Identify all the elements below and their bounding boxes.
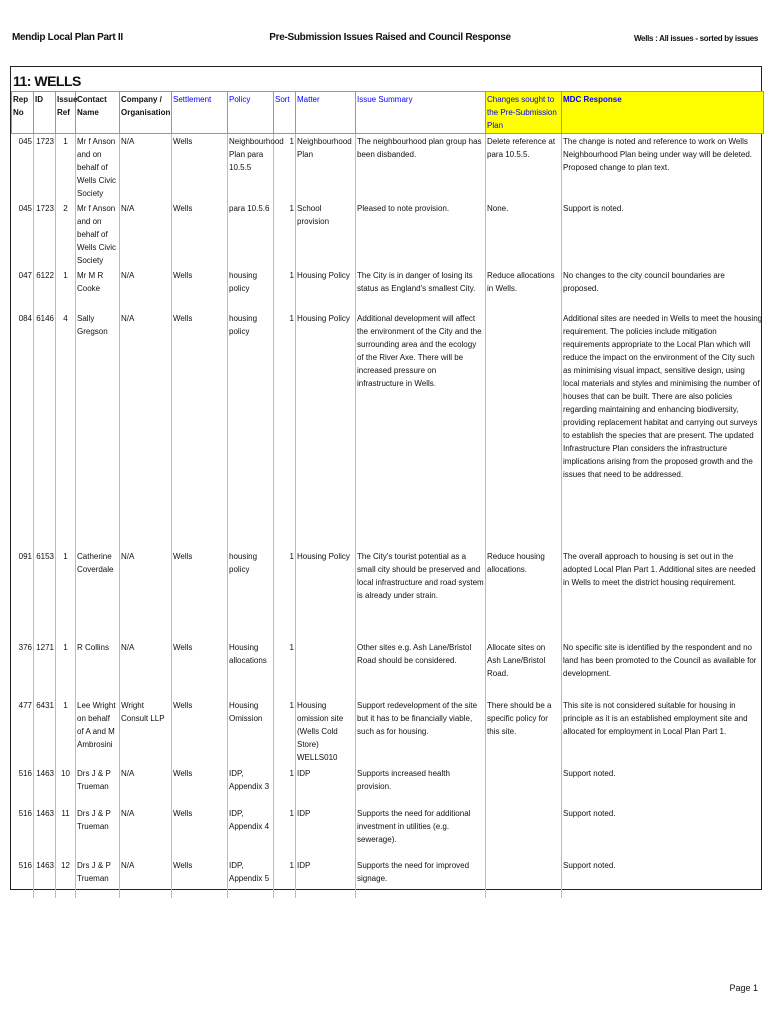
col-issue-summary: Issue Summary (356, 92, 486, 134)
table-row (12, 549, 764, 640)
table-row (12, 858, 764, 898)
cell-policy: Housing Omission (228, 698, 274, 766)
table-row (12, 268, 764, 311)
cell-changes: Allocate sites on Ash Lane/Bristol Road. (486, 640, 562, 698)
cell-response: Support noted. (562, 766, 764, 806)
cell-rep: 516 (18, 861, 32, 870)
table-row (12, 134, 764, 202)
col-sort: Sort (274, 92, 296, 134)
table-row (12, 698, 764, 766)
table-row (12, 201, 764, 268)
cell-matter: IDP (296, 858, 356, 898)
cell-matter: School provision (296, 201, 356, 268)
cell-summary: Supports the need for improved signage. (356, 858, 486, 898)
table-row (12, 806, 764, 858)
cell-contact: Lee Wright on behalf of A and M Ambrosini (76, 698, 120, 766)
cell-company: N/A (120, 311, 172, 549)
page-number: Page 1 (729, 983, 758, 993)
cell-response: Support noted. (562, 858, 764, 898)
cell-summary: Other sites e.g. Ash Lane/Bristol Road should be considered. (356, 640, 486, 698)
cell-sort: 1 (274, 201, 296, 268)
cell-issue: 12 (56, 858, 76, 898)
table-row (12, 640, 764, 698)
cell-rep: 376 (18, 643, 32, 652)
filter-description: Wells : All issues - sorted by issues (633, 34, 758, 43)
cell-summary: The City's tourist potential as a small city should be preserved and local infrastructure and road system is already under strain. (356, 549, 486, 640)
cell-issue: 1 (56, 640, 76, 698)
cell-sort: 1 (274, 549, 296, 640)
cell-rep: 516 (18, 809, 32, 818)
cell-summary: The neighbourhood plan group has been disbanded. (356, 134, 486, 202)
cell-summary: Supports increased health provision. (356, 766, 486, 806)
cell-settlement: Wells (172, 311, 228, 549)
cell-response: No changes to the city council boundaries are proposed. (562, 268, 764, 311)
cell-matter: Housing Policy (296, 268, 356, 311)
cell-rep: 516 (18, 769, 32, 778)
section-title: 11: WELLS (13, 73, 81, 89)
cell-id: 1463 (34, 806, 56, 858)
cell-rep: 045 (18, 204, 32, 213)
table-row (12, 311, 764, 549)
cell-id: 6122 (34, 268, 56, 311)
cell-policy: IDP, Appendix 4 (228, 806, 274, 858)
cell-issue: 10 (56, 766, 76, 806)
cell-issue: 1 (56, 549, 76, 640)
cell-response: The change is noted and reference to work on Wells Neighbourhood Plan being under way will be deleted. Proposed change to plan text. (562, 134, 764, 202)
cell-company: N/A (120, 640, 172, 698)
cell-company: N/A (120, 806, 172, 858)
cell-sort: 1 (274, 311, 296, 549)
cell-sort: 1 (274, 698, 296, 766)
cell-response: Additional sites are needed in Wells to meet the housing requirement. The policies include mitigation requirements appropriate to the Local Plan which will reduce the impact on the environment of the City such as minimising visual impact, sensitive design, using local materials and styles and minimising the number of houses that can be built. There are also policies regarding maintaining and enhancing biodiversity, providing replacement habitat and carrying out surveys to establish the species that are present. The updated Infrastructure Plan considers the infrastructure implications arising from the proposed growth and the issues that need to be addressed. (562, 311, 764, 549)
cell-summary: Supports the need for additional investment in utilities (e.g. sewerage). (356, 806, 486, 858)
cell-changes (486, 766, 562, 806)
cell-contact: Drs J & P Trueman (76, 806, 120, 858)
cell-contact: Mr M R Cooke (76, 268, 120, 311)
cell-changes: There should be a specific policy for this site. (486, 698, 562, 766)
cell-policy: housing policy (228, 549, 274, 640)
cell-rep: 084 (18, 314, 32, 323)
cell-settlement: Wells (172, 134, 228, 202)
cell-contact: Drs J & P Trueman (76, 766, 120, 806)
cell-response: The overall approach to housing is set out in the adopted Local Plan Part 1. Additional sites are needed in Wells to meet the district housing requirement. (562, 549, 764, 640)
cell-policy: housing policy (228, 311, 274, 549)
col-id: ID (34, 92, 56, 134)
cell-changes (486, 858, 562, 898)
document-title: Mendip Local Plan Part II (12, 32, 123, 43)
cell-sort: 1 (274, 640, 296, 698)
col-changes-sought: Changes sought to the Pre-Submission Plan (486, 92, 562, 134)
issues-sheet (10, 66, 762, 890)
cell-response: No specific site is identified by the respondent and no land has been promoted to the Council as available for development. (562, 640, 764, 698)
cell-issue: 11 (56, 806, 76, 858)
col-mdc-response: MDC Response (562, 92, 764, 134)
cell-issue: 4 (56, 311, 76, 549)
cell-changes: None. (486, 201, 562, 268)
cell-sort: 1 (274, 766, 296, 806)
cell-id: 6153 (34, 549, 56, 640)
cell-summary: The City is in danger of losing its status as England's smallest City. (356, 268, 486, 311)
cell-changes (486, 806, 562, 858)
cell-contact: Sally Gregson (76, 311, 120, 549)
cell-company: N/A (120, 201, 172, 268)
cell-contact: R Collins (76, 640, 120, 698)
cell-matter: Housing omission site (Wells Cold Store) WELLS010 (296, 698, 356, 766)
cell-id: 1463 (34, 766, 56, 806)
cell-id: 1463 (34, 858, 56, 898)
cell-id: 1723 (34, 134, 56, 202)
cell-changes: Delete reference at para 10.5.5. (486, 134, 562, 202)
col-company: Company / Organisation (120, 92, 172, 134)
cell-contact: Catherine Coverdale (76, 549, 120, 640)
table-row (12, 766, 764, 806)
cell-matter: IDP (296, 766, 356, 806)
cell-id: 1271 (34, 640, 56, 698)
cell-company: Wright Consult LLP (120, 698, 172, 766)
cell-settlement: Wells (172, 640, 228, 698)
cell-company: N/A (120, 549, 172, 640)
col-rep-no: Rep No (12, 92, 34, 134)
cell-policy: housing policy (228, 268, 274, 311)
issues-table (11, 91, 764, 898)
cell-issue: 1 (56, 134, 76, 202)
cell-settlement: Wells (172, 698, 228, 766)
cell-response: This site is not considered suitable for housing in principle as it is an established employment site and allocated for employment in Local Plan Part 1. (562, 698, 764, 766)
cell-sort: 1 (274, 858, 296, 898)
cell-settlement: Wells (172, 858, 228, 898)
cell-contact: Drs J & P Trueman (76, 858, 120, 898)
cell-matter (296, 640, 356, 698)
cell-settlement: Wells (172, 201, 228, 268)
cell-company: N/A (120, 858, 172, 898)
cell-matter: Neighbourhood Plan (296, 134, 356, 202)
cell-sort: 1 (274, 806, 296, 858)
col-matter: Matter (296, 92, 356, 134)
cell-sort: 1 (274, 134, 296, 202)
cell-company: N/A (120, 766, 172, 806)
cell-summary: Pleased to note provision. (356, 201, 486, 268)
cell-matter: IDP (296, 806, 356, 858)
cell-changes (486, 311, 562, 549)
col-contact-name: Contact Name (76, 92, 120, 134)
cell-rep: 047 (18, 271, 32, 280)
report-title: Pre-Submission Issues Raised and Council Response (269, 32, 511, 43)
cell-policy: Housing allocations (228, 640, 274, 698)
cell-issue: 2 (56, 201, 76, 268)
col-issue-ref: Issue Ref (56, 92, 76, 134)
cell-id: 1723 (34, 201, 56, 268)
cell-company: N/A (120, 134, 172, 202)
cell-settlement: Wells (172, 766, 228, 806)
cell-settlement: Wells (172, 268, 228, 311)
cell-contact: Mr f Anson and on behalf of Wells Civic Society (76, 201, 120, 268)
cell-id: 6146 (34, 311, 56, 549)
cell-changes: Reduce housing allocations. (486, 549, 562, 640)
cell-company: N/A (120, 268, 172, 311)
cell-policy: IDP, Appendix 3 (228, 766, 274, 806)
cell-issue: 1 (56, 698, 76, 766)
cell-rep: 477 (18, 701, 32, 710)
col-settlement: Settlement (172, 92, 228, 134)
cell-policy: IDP, Appendix 5 (228, 858, 274, 898)
cell-issue: 1 (56, 268, 76, 311)
cell-id: 6431 (34, 698, 56, 766)
cell-rep: 091 (18, 552, 32, 561)
table-header-row (12, 92, 764, 134)
cell-settlement: Wells (172, 549, 228, 640)
cell-matter: Housing Policy (296, 549, 356, 640)
cell-sort: 1 (274, 268, 296, 311)
cell-rep: 045 (18, 137, 32, 146)
cell-policy: Neighbourhood Plan para 10.5.5 (228, 134, 274, 202)
cell-settlement: Wells (172, 806, 228, 858)
cell-matter: Housing Policy (296, 311, 356, 549)
cell-contact: Mr f Anson and on behalf of Wells Civic Society (76, 134, 120, 202)
cell-summary: Additional development will affect the environment of the City and the surrounding area and the ecology of the River Axe. There will be increased pressure on infrastructure in Wells. (356, 311, 486, 549)
cell-response: Support is noted. (562, 201, 764, 268)
col-policy: Policy (228, 92, 274, 134)
cell-response: Support noted. (562, 806, 764, 858)
cell-changes: Reduce allocations in Wells. (486, 268, 562, 311)
cell-policy: para 10.5.6 (228, 201, 274, 268)
cell-summary: Support redevelopment of the site but it has to be financially viable, such as for housing. (356, 698, 486, 766)
